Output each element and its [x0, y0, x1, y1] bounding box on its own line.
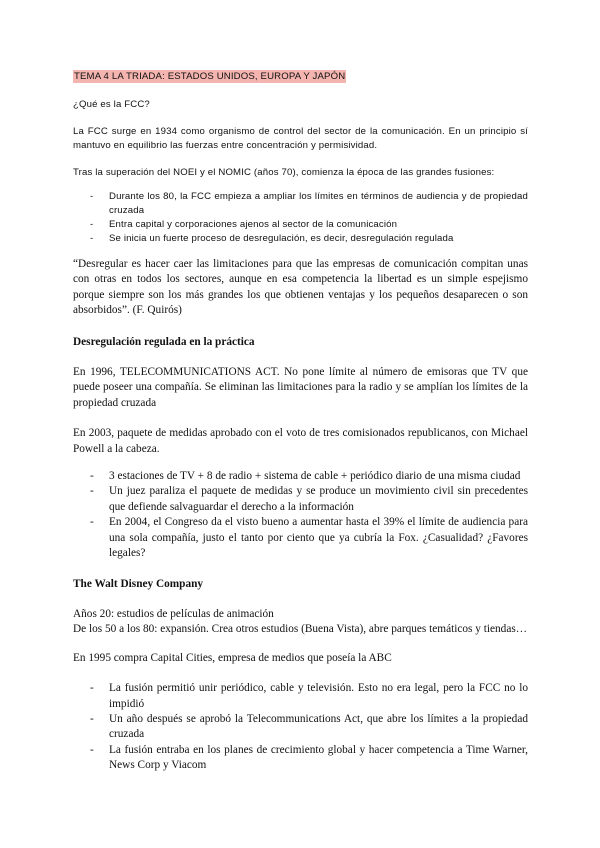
list-item: - Entra capital y corporaciones ajenos al sector de la comunicación	[73, 218, 528, 232]
fcc-intro-paragraph: La FCC surge en 1934 como organismo de control del sector de la comunicación. En un principio sí mantuvo en equilibrio las fuerzas entre concentración y permisividad.	[73, 126, 528, 151]
list-item: - 3 estaciones de TV + 8 de radio + sistema de cable + periódico diario de una misma ciudad	[73, 469, 528, 484]
disney-line-1: Años 20: estudios de películas de animación	[73, 607, 274, 620]
quote-paragraph: “Desregular es hacer caer las limitaciones para que las empresas de comunicación compitan unas con otras en todos los sectores, aunque en esa competencia la libertad es un simple espejismo porque siempre son los más grandes los que obtienen ventajas y los pequeños desaparecen o son absorbidos”. (F. Quirós)	[73, 258, 528, 317]
section-heading-desregulacion: Desregulación regulada en la práctica	[73, 335, 255, 348]
question-heading: ¿Qué es la FCC?	[73, 99, 150, 110]
list-item: - La fusión permitió unir periódico, cable y televisión. Esto no era legal, pero la FCC no lo impidió	[73, 681, 528, 712]
telecom-1996-paragraph: En 1996, TELECOMMUNICATIONS ACT. No pone límite al número de emisoras que TV que puede poseer una compañía. Se eliminan las limitaciones para la radio y se amplían los límites de la propiedad cruzada	[73, 366, 528, 409]
fusiones-list	[73, 190, 528, 246]
disney-1995-paragraph: En 1995 compra Capital Cities, empresa de medios que poseía la ABC	[73, 651, 392, 664]
list-item: - Durante los 80, la FCC empieza a ampliar los límites en términos de audiencia y de propiedad cruzada	[73, 190, 528, 218]
disney-list	[73, 681, 528, 773]
document-title: TEMA 4 LA TRIADA: ESTADOS UNIDOS, EUROPA Y JAPÓN	[74, 71, 346, 82]
list-item: - En 2004, el Congreso da el visto bueno a aumentar hasta el 39% el límite de audiencia para una sola compañía, justo el tanto por ciento que ya cubría la Fox. ¿Casualidad? ¿Favores legales?	[73, 515, 528, 561]
list-item: - La fusión entraba en los planes de crecimiento global y hacer competencia a Time Warner, News Corp y Viacom	[73, 743, 528, 774]
section-heading-disney: The Walt Disney Company	[73, 577, 204, 590]
list-item: - Un juez paraliza el paquete de medidas y se produce un movimiento civil sin precedentes que defiende salvaguardar el derecho a la información	[73, 484, 528, 515]
list-item: - Se inicia un fuerte proceso de desregulación, es decir, desregulación regulada	[73, 232, 528, 246]
document-title-line	[73, 70, 528, 84]
disney-line-2: De los 50 a los 80: expansión. Crea otros estudios (Buena Vista), abre parques temáticos y tiendas…	[73, 623, 528, 636]
list-item: - Un año después se aprobó la Telecommunications Act, que abre los límites a la propiedad cruzada	[73, 712, 528, 743]
fusiones-intro-paragraph: Tras la superación del NOEI y el NOMIC (años 70), comienza la época de las grandes fusiones:	[73, 167, 495, 178]
medidas-list	[73, 469, 528, 561]
medidas-2003-paragraph: En 2003, paquete de medidas aprobado con el voto de tres comisionados republicanos, con Michael Powell a la cabeza.	[73, 427, 528, 455]
